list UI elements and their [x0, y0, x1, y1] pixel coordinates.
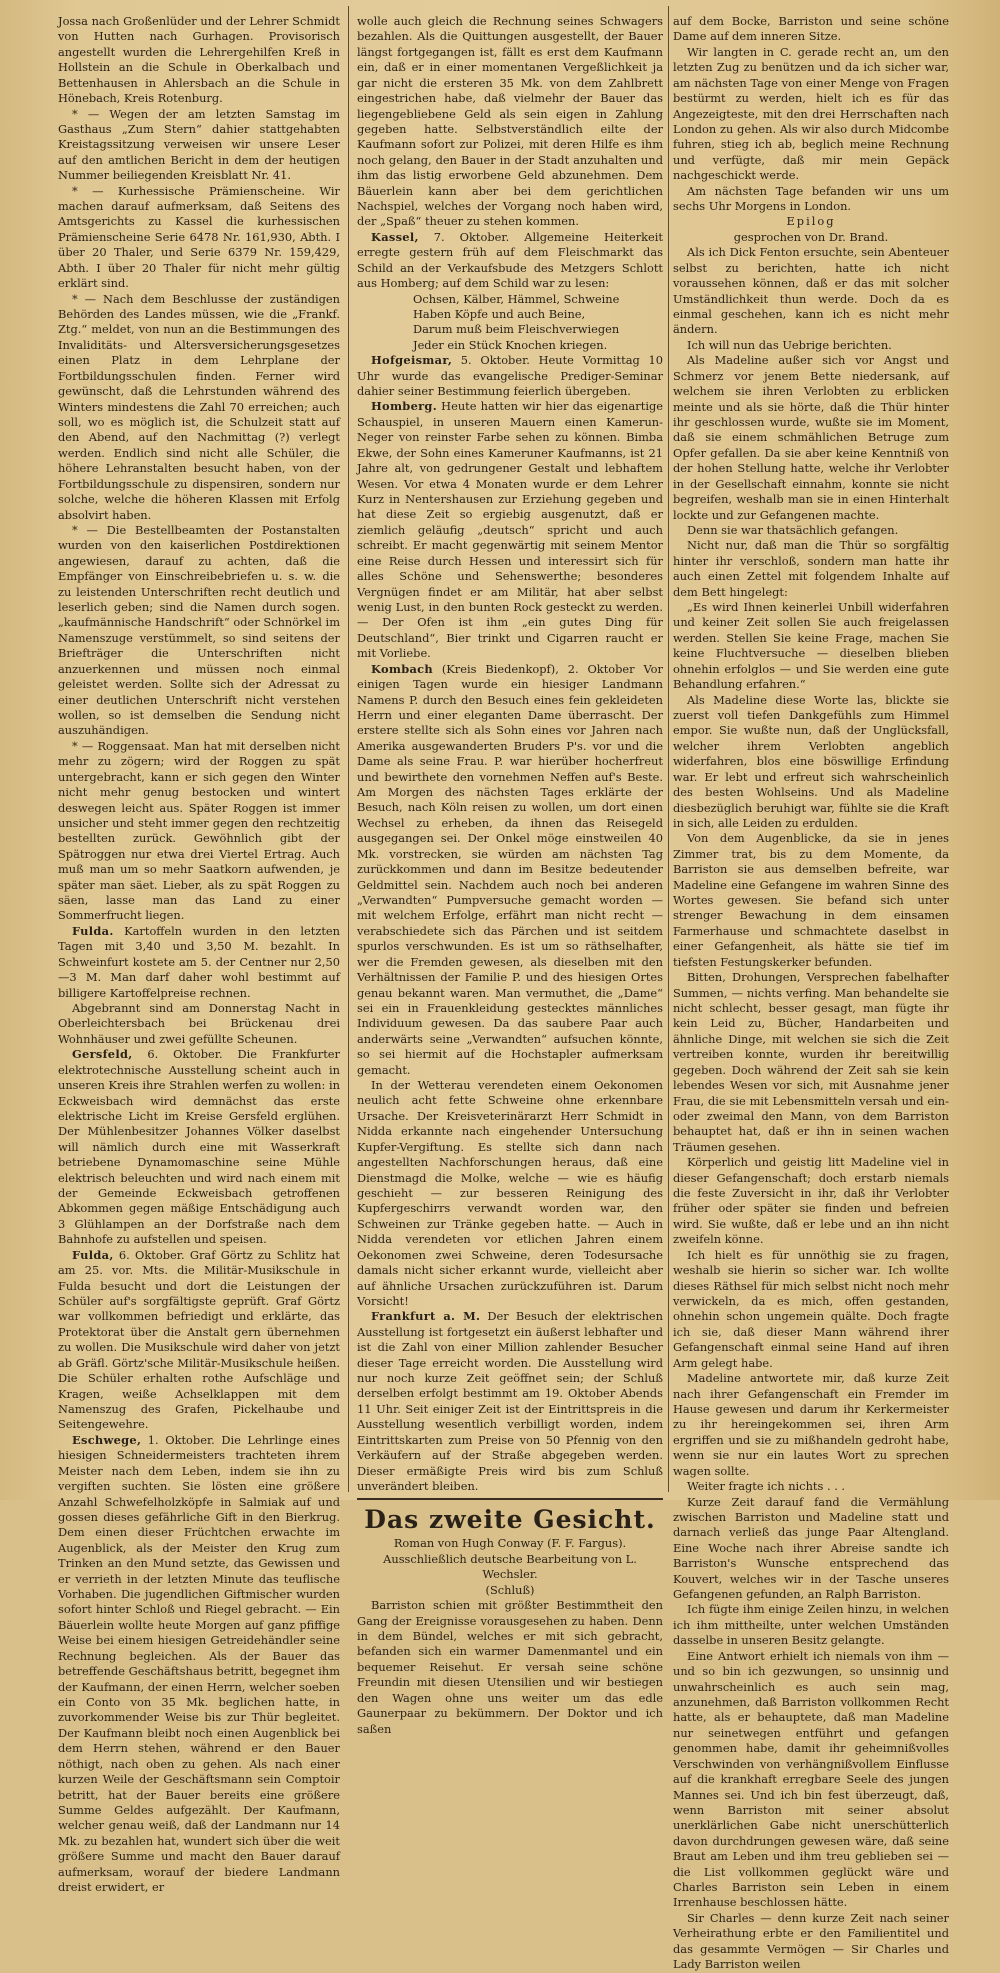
news-paragraph — [673, 1911, 949, 1973]
column-rule-left — [348, 6, 349, 1492]
paragraph-text: Abgebrannt sind am Donnerstag Nacht in Oberleichtersbach bei Brückenau drei Wohnhäuser und zwei gefüllte Scheunen. — [58, 1001, 340, 1046]
news-paragraph — [673, 184, 949, 215]
news-paragraph — [673, 45, 949, 184]
dateline-place: Hofgeismar, — [371, 353, 453, 368]
news-paragraph — [58, 523, 340, 739]
column-serial-continued — [673, 14, 949, 1972]
news-paragraph — [673, 693, 949, 832]
news-paragraph — [673, 353, 949, 523]
news-paragraph — [58, 739, 340, 924]
paragraph-text: wolle auch gleich die Rechnung seines Schwagers bezahlen. Als die Quittungen ausgestellt, der Bauer längst fortgegangen ist, fällt es erst dem Kaufmann ein, daß er in einer momentanen Vergeßlichkeit ja gar nicht die ersteren 35 Mk. von dem Zahlbrett eingestrichen habe, daß vielmehr der Bauer das liegengebliebene Geld als sein eigen in Zahlung gegeben hatte. Selbstverständlich eilte der Kaufmann sofort zur Polizei, mit deren Hilfe es ihm noch gelang, den Bauer in der Stadt anzuhalten und ihm das listig erworbene Geld abzunehmen. Dem Bäuerlein kann aber bei dem gerichtlichen Nachspiel, welches der Vorgang noch haben wird, der „Spaß“ theuer zu stehen kommen. — [357, 14, 663, 229]
paragraph-text: Eine Antwort erhielt ich niemals von ihm — und so bin ich gezwungen, so unsinnig und unwahrscheinlich es auch sein mag, anzunehmen, daß Barriston vollkommen Recht hatte, als er behauptete, daß man Madeline nur seinetwegen entführt und gefangen genommen habe, damit ihr geheimnißvolles Verschwinden von verhängnißvollem Einflusse auf die krankhaft erregbare Seele des jungen Mannes sei. Und ich bin fest überzeugt, daß, wenn Barriston mit seiner absolut unerklärlichen Gabe nicht unerschütterlich davon durchdrungen gewesen wäre, daß seine Braut am Leben und ihm treu geblieben sei — die List vollkommen geglückt wäre und Charles Barriston sein Leben in einem Irrenhause beschlossen hätte. — [673, 1648, 949, 1910]
paragraph-text: Weiter fragte ich nichts . . . — [687, 1479, 846, 1494]
paragraph-text: * — Nach dem Beschlusse der zuständigen Behörden des Landes müssen, wie die „Frankf. Ztg.“ meldet, von nun an die Bestimmungen des Invaliditäts- und Altersversicherungsgesetzes einen Platz in dem Lehrplane der Fortbildungsschulen finden. Ferner wird gewünscht, daß die Lehrstunden während des Winters mindestens die Zahl 70 erreichen; auch soll, wo es möglich ist, die Schulzeit statt auf den Abend, auf den Nachmittag (?) verlegt werden. Endlich sind nicht alle Schüler, die höhere Lehranstalten besucht haben, von der Fortbildungsschule zu dispensiren, sondern nur solche, welche die höheren Klassen mit Erfolg absolvirt haben. — [58, 291, 340, 522]
paragraph-text: Am nächsten Tage befanden wir uns um sechs Uhr Morgens in London. — [673, 183, 949, 214]
news-paragraph — [673, 245, 949, 338]
news-paragraph — [357, 399, 663, 661]
section-subheading: gesprochen von Dr. Brand. — [733, 229, 889, 244]
serial-separator — [357, 1498, 663, 1500]
paragraph-text: (Kreis Biedenkopf), 2. Oktober Vor einigen Tagen wurde ein hiesiger Landmann Namens P. durch den Besuch eines fein gekleideten Herrn und einer eleganten Dame überrascht. Der erstere stellte sich als Sohn eines vor Jahren nach Amerika ausgewanderten Bruders P's. vor und die Dame als seine Frau. P. war hierüber hocherfreut und bewirthete den vornehmen Neffen auf's Beste. Am Morgen des nächsten Tages erklärte der Besuch, nach Köln reisen zu wollen, um dort einen Wechsel zu erheben, da ihnen das Reisegeld ausgegangen sei. Der Onkel möge einstweilen 40 Mk. vorstrecken, sie würden am nächsten Tag zurückkommen und dann im Besitze bedeutender Geldmittel sein. Nachdem auch noch bei anderen „Verwandten“ Pumpversuche gemacht worden — mit welchem Erfolge, erfährt man nicht recht — verabschiedete sich das Pärchen und ist seitdem spurlos verschwunden. Es ist um so räthselhafter, wer die Fremden gewesen, als dieselben mit den Verhältnissen der Familie P. und des hiesigen Ortes genau bekannt waren. Man vermuthet, die „Dame“ sei ein in Frauenkleidung gestecktes männliches Individuum gewesen. Da das saubere Paar auch anderwärts seine „Verwandten“ aufsuchen könnte, so sei hiermit auf die Hochstapler aufmerksam gemacht. — [357, 661, 663, 1077]
column-regional-news — [357, 14, 663, 1736]
verse-line: Haben Köpfe und auch Beine, — [413, 307, 586, 321]
news-paragraph — [673, 1602, 949, 1648]
dateline-place: Fulda, — [72, 1247, 114, 1262]
paragraph-text: Sir Charles — denn kurze Zeit nach seiner Verheirathung erbte er den Familientitel und das gesammte Vermögen — Sir Charles und Lady Barriston weilen — [673, 1910, 949, 1972]
dateline-place: Kombach — [371, 661, 433, 676]
serial-translation: Ausschließlich deutsche Bearbeitung von L. Wechsler. — [383, 1551, 637, 1582]
news-paragraph — [673, 831, 949, 970]
news-paragraph — [58, 14, 340, 107]
news-paragraph — [58, 924, 340, 1001]
news-paragraph — [673, 970, 949, 1155]
news-paragraph — [673, 1248, 949, 1371]
paragraph-text: Nicht nur, daß man die Thür so sorgfältig hinter ihr verschloß, sondern man hatte ihr auch einen Zettel mit folgendem Inhalte auf dem Bett hingelegt: — [673, 538, 949, 599]
news-paragraph — [673, 338, 949, 353]
paragraph-text: Denn sie war thatsächlich gefangen. — [687, 522, 899, 537]
paragraph-text: * — Kurhessische Prämienscheine. Wir machen darauf aufmerksam, daß Seitens des Amtsgerichts zu Kassel die kurhessischen Prämienscheine Serie 6478 Nr. 161,930, Abth. I über 20 Thaler, und Serie 6379 Nr. 159,429, Abth. I über 20 Thaler für nicht mehr gültig erklärt sind. — [58, 183, 340, 291]
column-rule-right — [668, 6, 669, 1492]
paragraph-text: Körperlich und geistig litt Madeline viel in dieser Gefangenschaft; doch erstarb niemals die feste Zuversicht in ihr, daß ihr Verlobter früher oder später sie finden und befreien wird. Sie wußte, daß er lebe und an ihn nicht zweifeln könne. — [673, 1155, 949, 1247]
paragraph-text: 1. Oktober. Die Lehrlinge eines hiesigen Schneidermeisters trachteten ihrem Meister nach dem Leben, indem sie ihn zu vergiften suchten. Sie lösten eine größere Anzahl Schwefelholzköpfe in Salmiak auf und gossen dieses gefährliche Gift in den Bierkrug. Dem einen dieser Früchtchen erwachte im Augenblick, als der Meister den Krug zum Trinken an den Mund setzte, das Gewissen und er verrieth in der letzten Minute das teuflische Vorhaben. Die jugendlichen Giftmischer wurden sofort hinter Schloß und Riegel gebracht. — Ein Bäuerlein wollte heute Morgen auf ganz pfiffige Weise bei einem hiesigen Getreidehändler seine Rechnung begleichen. Als der Bauer das betreffende Geschäftshaus betritt, begegnet ihm der Kaufmann, der einen Herrn, welcher soeben ein Conto von 35 Mk. beglichen hatte, in zuvorkommender Weise bis zur Thür begleitet. Der Kaufmann bleibt noch einen Augenblick bei dem Herrn stehen, während er den Bauer nöthigt, nach oben zu gehen. Als nach einer kurzen Weile der Geschäftsmann sein Comptoir betritt, hat der Bauer bereits eine größere Summe Geldes aufgezählt. Der Kaufmann, welcher genau weiß, daß der Landmann nur 14 Mk. zu bezahlen hat, wundert sich über die weit größere Summe und macht den Bauer darauf aufmerksam, worauf der biedere Landmann dreist erwidert, er — [58, 1432, 340, 1895]
verse-line: Darum muß beim Fleischverwiegen — [413, 322, 620, 337]
dateline-place: Frankfurt a. M. — [371, 1309, 481, 1324]
paragraph-text: Wir langten in C. gerade recht an, um den letzten Zug zu benützen und da ich sicher war, am nächsten Tage von einer Menge von Fragen bestürmt zu werden, hielt ich es für das Angezeigteste, mit den drei Herrschaften nach London zu gehen. Als wir also durch Midcombe fuhren, stieg ich ab, beglich meine Rechnung und verfügte, daß mir mein Gepäck nachgeschickt werde. — [673, 44, 949, 183]
paragraph-text: Kurze Zeit darauf fand die Vermählung zwischen Barriston und Madeline statt und darnach verließ das junge Paar Altengland. Eine Woche nach ihrer Abreise sandte ich Barriston's Wunsche entsprechend das Kouvert, welches wir in der Tasche unseres Gefangenen gefunden, an Ralph Barriston. — [673, 1494, 949, 1602]
paragraph-text: Als Madeline außer sich vor Angst und Schmerz vor jenem Bette niedersank, auf welchem sie ihren Verlobten zu erblicken meinte und als sie hörte, daß die Thür hinter ihr geschlossen wurde, wußte sie im Moment, daß sie einem schmählichen Betruge zum Opfer gefallen. Da sie aber keine Kenntniß von der hohen Stellung hatte, welche ihr Verlobter in der Gesellschaft einnahm, konnte sie nicht begreifen, weshalb man sie in einen Hinterhalt lockte und zur Gefangenen machte. — [673, 353, 949, 522]
news-paragraph — [673, 523, 949, 538]
news-paragraph — [673, 538, 949, 600]
column-local-news — [58, 14, 340, 1895]
news-paragraph — [58, 1047, 340, 1247]
dateline-place: Homberg. — [371, 399, 437, 414]
verse-line: Ochsen, Kälber, Hämmel, Schweine — [413, 291, 620, 306]
paragraph-text: Ich fügte ihm einige Zeilen hinzu, in welchen ich ihm mittheilte, unter welchen Umständen dasselbe in unseren Besitz gelangte. — [673, 1602, 949, 1648]
news-paragraph — [357, 14, 663, 230]
dateline-place: Fulda. — [72, 923, 114, 938]
paragraph-text: * — Die Bestellbeamten der Postanstalten wurden von den kaiserlichen Postdirektionen angewiesen, darauf zu achten, daß die Empfänger von Einschreibebriefen u. s. w. die zu leistenden Unterschriften recht deutlich und leserlich geben; sind die Namen durch sogen. „kaufmännische Handschrift“ oder Schnörkel im Namenszuge verstümmelt, so sind seitens der Briefträger die Unterschriften nicht anzuerkennen und müssen noch einmal geleistet werden. Sollte sich der Adressat zu einer deutlichen Unterschrift nicht verstehen wollen, so ist demselben die Sendung nicht auszuhändigen. — [58, 522, 340, 738]
paragraph-text: * — Wegen der am letzten Samstag im Gasthaus „Zum Stern“ dahier stattgehabten Kreistagssitzung verweisen wir unsere Leser auf den amtlichen Bericht in dem der heutigen Nummer beiliegenden Kreisblatt Nr. 41. — [58, 106, 340, 183]
news-paragraph — [673, 1495, 949, 1603]
news-paragraph — [673, 1649, 949, 1911]
news-paragraph — [673, 1371, 949, 1479]
paragraph-text: 5. Oktober. Heute Vormittag 10 Uhr wurde das evangelische Prediger-Seminar dahier seiner Bestimmung feierlich übergeben. — [357, 353, 663, 399]
news-paragraph — [357, 230, 663, 292]
paragraph-text: Madeline antwortete mir, daß kurze Zeit nach ihrer Gefangenschaft ein Fremder im Hause gewesen und darum ihr Kerkermeister zu ihr hereingekommen sei, ihren Arm ergriffen und sie zu mißhandeln gedroht habe, wenn sie nur ein lautes Wort zu sprechen wagen sollte. — [673, 1371, 949, 1478]
serial-body: Barriston schien mit größter Bestimmtheit den Gang der Ereignisse vorausgesehen zu haben. Denn in dem Bündel, welches er mit sich gebracht, befanden sich ein warmer Damenmantel und ein bequemer Reisehut. Er versah seine schöne Freundin mit diesen Utensilien und wir bestiegen den Wagen ohne uns weiter um das edle Gaunerpaar zu bekümmern. Der Doktor und ich saßen — [357, 1598, 663, 1736]
paragraph-text: 7. Oktober. Allgemeine Heiterkeit erregte gestern früh auf dem Fleischmarkt das Schild an der Verkaufsbude des Metzgers Schlott aus Homberg; auf dem Schild war zu lesen: — [357, 229, 663, 291]
news-paragraph — [58, 292, 340, 523]
paragraph-text: Ich will nun das Uebrige berichten. — [687, 337, 892, 352]
paragraph-text: Kartoffeln wurden in den letzten Tagen mit 3,40 und 3,50 M. bezahlt. In Schweinfurt kostete am 5. der Centner nur 2,50—3 M. Man darf daher wohl bestimmt auf billigere Kartoffelpreise rechnen. — [58, 923, 340, 1000]
news-paragraph — [58, 184, 340, 292]
news-paragraph — [58, 1248, 340, 1433]
news-paragraph — [58, 1433, 340, 1896]
paragraph-text: * — Roggensaat. Man hat mit derselben nicht mehr zu zögern; wird der Roggen zu spät untergebracht, kann er sich gegen den Winter nicht mehr genug bestocken und wintert deswegen leicht aus. Später Roggen ist immer unsicher und steht immer gegen den rechtzeitig bestellten zurück. Gewöhnlich gibt der Spätroggen nur etwa drei Viertel Ertrag. Auch muß man um so mehr Saatkorn aufwenden, je später man säet. Lieber, als zu spät Roggen zu säen, lasse man das Land zu einer Sommerfrucht liegen. — [58, 738, 340, 923]
paragraph-text: auf dem Bocke, Barriston und seine schöne Dame auf dem inneren Sitze. — [673, 14, 949, 44]
news-paragraph — [673, 600, 949, 693]
paragraph-text: Als ich Dick Fenton ersuchte, sein Abenteuer selbst zu berichten, hatte ich nicht voraussehen können, daß er das mit solcher Umständlichkeit thun werde. Doch da es einmal geschehen, kann ich es nicht mehr ändern. — [673, 245, 949, 337]
dateline-place: Gersfeld, — [72, 1047, 133, 1062]
news-paragraph — [357, 1078, 663, 1309]
paragraph-text: Der Besuch der elektrischen Ausstellung ist fortgesetzt ein äußerst lebhafter und ist die Zahl von einer Million zahlender Besucher dieser Tage erreicht worden. Die Ausstellung wird nur noch kurze Zeit geöffnet sein; der Schluß derselben erfolgt bestimmt am 19. Oktober Abends 11 Uhr. Seit einiger Zeit ist der Eintrittspreis in die Ausstellung wesentlich verbilligt worden, indem Eintrittskarten zum Preise von 50 Pfennig von den Verkäufern auf der Straße abgegeben werden. Dieser ermäßigte Preis wird bis zum Schluß unverändert bleiben. — [357, 1309, 663, 1494]
section-heading: Epilog — [786, 214, 836, 229]
serial-part: (Schluß) — [485, 1582, 535, 1597]
paragraph-text: „Es wird Ihnen keinerlei Unbill widerfahren und keiner Zeit sollen Sie auch freigelassen werden. Stellen Sie keine Frage, machen Sie keine Fluchtversuche — dieselben blieben ohnehin erfolglos — und Sie werden eine gute Behandlung erfahren.“ — [673, 600, 949, 692]
paragraph-text: In der Wetterau verendeten einem Oekonomen neulich acht fette Schweine ohne erkennbare Ursache. Der Kreisveterinärarzt Herr Schmidt in Nidda erkannte nach eingehender Untersuchung Kupfer-Vergiftung. Es stellte sich dann nach angestellten Nachforschungen heraus, daß eine Dienstmagd die Molke, welche — wie es häufig geschieht — zur besseren Reinigung des Kupfergeschirrs verwandt worden war, den Schweinen zur Tränke gegeben hatte. — Auch in Nidda verendeten vor etlichen Jahren einem Oekonomen zwei Schweine, deren Todesursache damals nicht sicher erkannt wurde, vielleicht aber auf ähnliche Ursachen zurückzuführen ist. Darum Vorsicht! — [357, 1078, 663, 1308]
serial-title: Das zweite Gesicht. — [364, 1505, 656, 1535]
news-paragraph — [357, 353, 663, 399]
paragraph-text: Als Madeline diese Worte las, blickte sie zuerst voll tiefen Dankgefühls zum Himmel empor. Sie wußte nun, daß der Unglücksfall, welcher ihrem Verlobten angeblich widerfahren, blos eine böswillige Erfindung war. Er lebt und erfreut sich wahrscheinlich des besten Wohlseins. Und als Madeline diesbezüglich beruhigt war, fühlte sie die Kraft in sich, alle Leiden zu erdulden. — [673, 692, 949, 830]
paragraph-text: Ich hielt es für unnöthig sie zu fragen, weshalb sie hierin so sicher war. Ich wollte dieses Räthsel für mich selbst nicht noch mehr verwickeln, da es mich, offen gestanden, ohnehin schon ungemein quälte. Doch fragte ich sie, daß dieser Mann während ihrer Gefangenschaft einmal seine Hand auf ihren Arm gelegt habe. — [673, 1247, 949, 1370]
paragraph-text: 6. Oktober. Graf Görtz zu Schlitz hat am 25. vor. Mts. die Militär-Musikschule in Fulda besucht und dort die Leistungen der Schüler auf's sorgfältigste geprüft. Graf Görtz war vollkommen befriedigt und erklärte, das Protektorat über die Anstalt gern übernehmen zu wollen. Die Musikschule wird daher von jetzt ab Gräfl. Görtz'sche Militär-Musikschule heißen. Die Schüler erhalten rothe Aufschläge und Kragen, weiße Achselklappen mit dem Namenszug des Grafen, Pickelhaube und Seitengewehre. — [58, 1247, 340, 1432]
news-paragraph — [58, 107, 340, 184]
regional-news-items — [357, 14, 663, 1494]
news-paragraph — [58, 1001, 340, 1047]
serial-byline: Roman von Hugh Conway (F. F. Fargus). — [393, 1536, 627, 1551]
news-paragraph — [357, 1309, 663, 1494]
verse-block — [357, 292, 663, 354]
paragraph-text: Bitten, Drohungen, Versprechen fabelhafter Summen, — nichts verfing. Man behandelte sie nicht schlecht, besser gesagt, man fügte ihr kein Leid zu, Bücher, Handarbeiten und ähnliche Dinge, mit welchen sie sich die Zeit vertreiben konnte, wurden ihr bereitwillig gegeben. Doch während der Zeit sah sie kein lebendes Wesen vor sich, mit Ausnahme jener Frau, die sie mit Lebensmitteln versah und ein- oder zweimal den Mann, von dem Barriston behauptet hat, daß er ihn in seinen wachen Träumen gesehen. — [673, 970, 949, 1154]
news-paragraph — [673, 1479, 949, 1494]
paragraph-text: 6. Oktober. Die Frankfurter elektrotechnische Ausstellung scheint auch in unseren Kreis ihre Strahlen werfen zu wollen: in Eckweisbach wird demnächst das erste elektrische Licht im Kreise Gersfeld erglühen. Der Mühlenbesitzer Johannes Völker daselbst will nämlich durch eine mit Wasserkraft betriebene Dynamomaschine seine Mühle elektrisch beleuchten und wird nach einem mit der Gemeinde Eckweisbach getroffenen Abkommen gegen mäßige Entschädigung auch 3 Glühlampen an der Dorfstraße nach dem Bahnhofe zu aufstellen und speisen. — [58, 1047, 340, 1247]
paragraph-text: Von dem Augenblicke, da sie in jenes Zimmer trat, bis zu dem Momente, da Barriston sie aus demselben befreite, war Madeline eine Gefangene im wahren Sinne des Wortes gewesen. Sie befand sich unter strenger Bewachung in dem einsamen Farmerhause und schmachtete daselbst in einer Gefangenheit, als hätte sie tief im tiefsten Festungskerker befunden. — [673, 831, 949, 969]
news-paragraph — [673, 1155, 949, 1248]
paragraph-text: Jossa nach Großenlüder und der Lehrer Schmidt von Hutten nach Gurhagen. Provisorisch angestellt wurden die Lehrergehilfen Kreß in Hollstein an die Schule in Oberkalbach und Bettenhausen in Ahlersbach an die Schule in Hönebach, Kreis Rotenburg. — [58, 14, 340, 106]
verse-line: Jeder ein Stück Knochen kriegen. — [413, 337, 608, 352]
news-paragraph — [357, 662, 663, 1078]
dateline-place: Kassel, — [371, 229, 419, 244]
dateline-place: Eschwege, — [72, 1432, 142, 1447]
news-paragraph — [673, 14, 949, 45]
paragraph-text: Heute hatten wir hier das eigenartige Schauspiel, in unseren Mauern einen Kamerun-Neger von reinster Farbe sehen zu können. Bimba Ekwe, der Sohn eines Kameruner Kaufmanns, ist 21 Jahre alt, von gedrungener Gestalt und lebhaftem Wesen. Vor etwa 4 Monaten wurde er dem Lehrer Kurz in Nentershausen zur Erziehung gegeben und hat diese Zeit so ergiebig ausgenutzt, daß er ziemlich geläufig „deutsch“ spricht und auch schreibt. Er macht gegenwärtig mit seinem Mentor eine Reise durch Hessen und interessirt sich für alles Schöne und Sehenswerthe; besonderes Vergnügen findet er am Militär, hat aber selbst wenig Lust, in den bunten Rock gesteckt zu werden. — Der Ofen ist ihm „ein gutes Ding für Deutschland“, Bier trinkt und Cigarren raucht er mit Vorliebe. — [357, 399, 663, 661]
